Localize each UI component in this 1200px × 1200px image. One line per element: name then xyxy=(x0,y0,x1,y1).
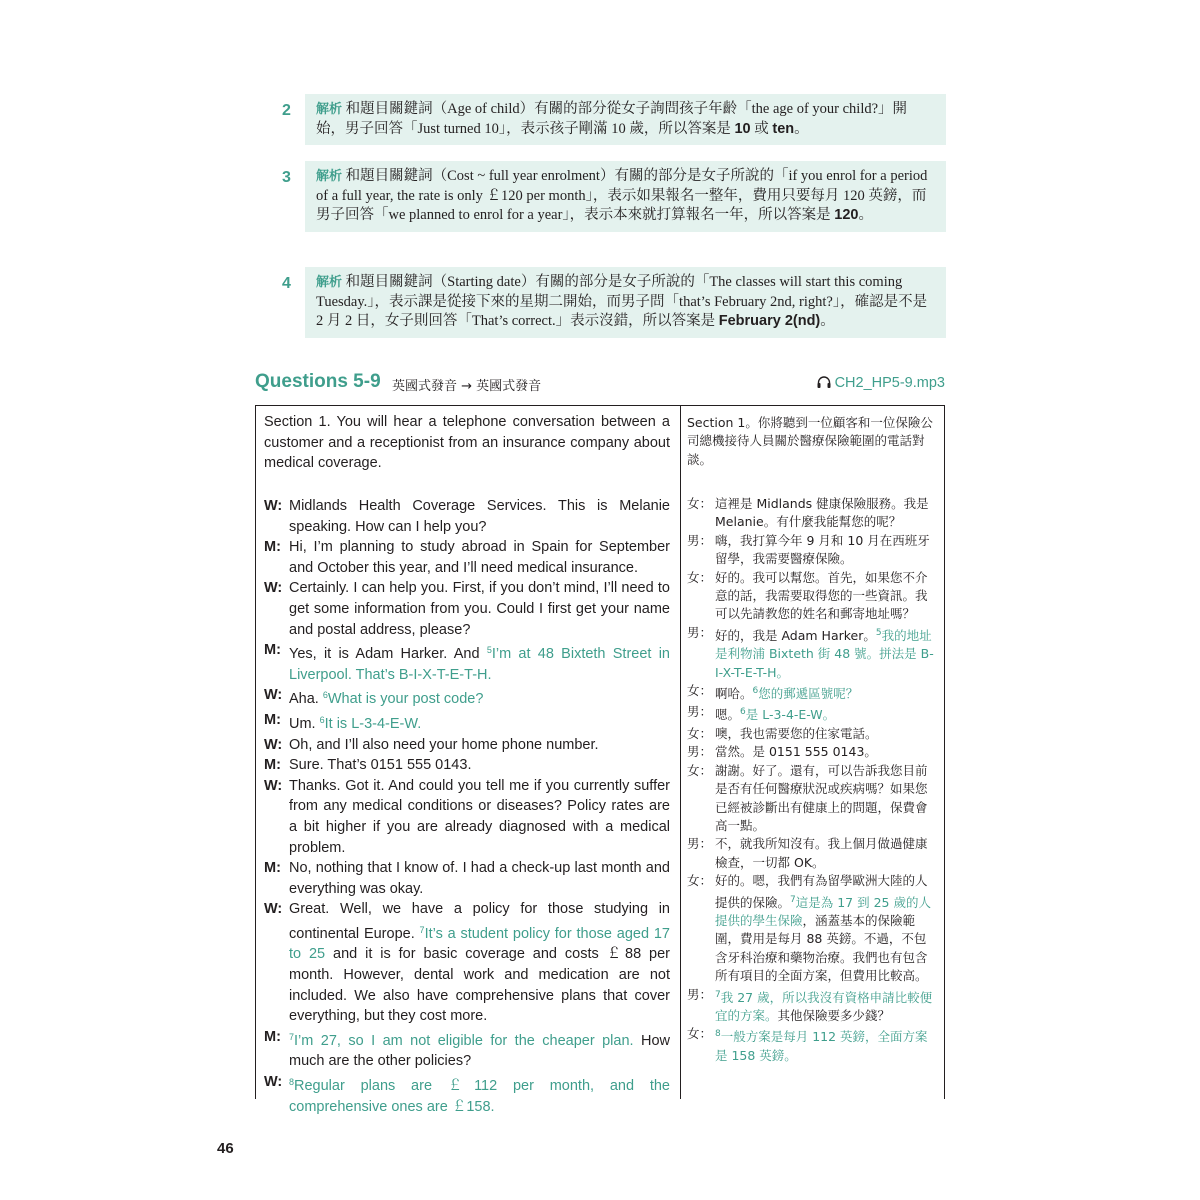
dialogue-text: ，涵蓋基本的保險範圍，費用是每月 88 英鎊。不過，不包含牙科治療和藥物治療。我們也有包含所有項目的全面方案，但費用比較高。 xyxy=(715,912,928,984)
explanation-tag: 解析 xyxy=(316,169,343,184)
dialogue-line xyxy=(264,755,670,776)
dialogue-text: 啊哈。 xyxy=(715,686,753,702)
speaker-label: W: xyxy=(264,1074,283,1091)
dialogue-line xyxy=(264,496,670,537)
dialogue-text: Aha. xyxy=(289,691,323,708)
questions-subtitle: 英國式發音 → 英國式發音 xyxy=(392,379,542,394)
dialogue-text: 當然。是 0151 555 0143。 xyxy=(715,744,877,760)
headphone-icon xyxy=(817,376,831,388)
speaker-label: M: xyxy=(264,539,281,556)
explanation-number: 4 xyxy=(282,275,291,292)
question-ref: 7 xyxy=(715,989,721,1000)
answer: 10 xyxy=(734,120,751,137)
dialogue-text: 謝謝。好了。還有，可以告訴我您目前是否有任何醫療狀況或疾病嗎？如果您已經被診斷出有健康上的問題，保費會高一點。 xyxy=(715,762,928,833)
english-transcript xyxy=(264,496,670,1117)
explanation-text: 。 xyxy=(820,313,835,329)
speaker-label: M: xyxy=(264,860,281,877)
dialogue-line xyxy=(264,776,670,858)
question-ref: 7 xyxy=(289,1031,295,1042)
dialogue-text: 不，就我所知沒有。我上個月做過健康檢查，一切都 OK。 xyxy=(715,836,928,870)
speaker-label: 女： xyxy=(687,1026,713,1042)
dialogue-line xyxy=(687,624,937,682)
explanation-number: 2 xyxy=(282,102,291,119)
answer-highlight: Regular plans are ￡112 per month, and the comprehensive ones are ￡158. xyxy=(289,1078,670,1115)
question-ref: 8 xyxy=(715,1029,721,1040)
question-ref: 6 xyxy=(752,686,759,697)
dialogue-text: and it is for basic coverage and costs ￡88 per month. However, dental work and medication are not included. We also have comprehensive plans that cover everything, but they cost more. xyxy=(289,946,670,1025)
speaker-label: W: xyxy=(264,777,283,794)
explanation-tag: 解析 xyxy=(316,275,343,290)
speaker-label: M: xyxy=(264,711,281,728)
answer-highlight: 我的地址是利物浦 Bixteth 街 48 號。拼法是 B-I-X-T-E-T-H。 xyxy=(715,627,934,680)
explanation-text: 和題目關鍵詞（Age of child）有關的部分從女子詢問孩子年齡「the age of your child?」開始，男子回答「Just turned 10」，表示孩子剛滿 10 歲，所以答案是 xyxy=(316,101,908,137)
speaker-label: 女： xyxy=(687,569,713,585)
dialogue-line xyxy=(264,685,670,710)
answer: 120 xyxy=(834,207,859,223)
explanation-box xyxy=(305,161,946,232)
question-ref: 8 xyxy=(289,1077,295,1088)
speaker-label: 女： xyxy=(687,762,713,778)
dialogue-line xyxy=(687,1025,937,1065)
speaker-label: 男： xyxy=(687,744,713,760)
dialogue-line xyxy=(264,858,670,899)
table-divider xyxy=(680,406,681,1099)
dialogue-line xyxy=(687,835,937,872)
dialogue-line xyxy=(687,762,937,836)
dialogue-text: 嗯。 xyxy=(715,707,741,723)
answer-highlight: It’s a student policy for those aged 17 to 25 xyxy=(289,925,670,963)
speaker-label: 男： xyxy=(687,704,713,720)
explanation-text: 。 xyxy=(858,207,873,223)
speaker-label: W: xyxy=(264,580,283,597)
speaker-label: 男： xyxy=(687,836,713,852)
dialogue-text: Certainly. I can help you. First, if you don’t mind, I’ll need to get some information from you. Could I first get your name and postal address, please? xyxy=(289,580,670,638)
explanation-text: 。 xyxy=(794,120,809,137)
dialogue-line xyxy=(687,682,937,703)
dialogue-line xyxy=(687,703,937,724)
speaker-label: 女： xyxy=(687,496,713,511)
chinese-intro xyxy=(687,414,937,469)
dialogue-text: Great. Well, we have a policy for those studying in continental Europe. xyxy=(289,901,670,942)
question-ref: 7 xyxy=(790,894,796,905)
dialogue-line xyxy=(687,725,937,743)
question-ref: 6 xyxy=(322,690,328,701)
chinese-intro-text: Section 1。你將聽到一位顧客和一位保險公司總機接待人員關於醫療保險範圍的電話對談。 xyxy=(687,415,933,467)
explanation-box xyxy=(305,94,946,145)
english-intro-text: Section 1. You will hear a telephone conversation between a customer and a receptionist from an insurance company about medical coverage. xyxy=(264,414,670,472)
dialogue-text: 這裡是 Midlands 健康保險服務。我是 Melanie。有什麼我能幫您的呢？ xyxy=(715,496,929,530)
answer-highlight: I’m 27, so I am not eligible for the cheaper plan. xyxy=(294,1032,634,1049)
english-intro xyxy=(264,412,670,474)
questions-title: Questions 5-9 xyxy=(255,371,381,392)
dialogue-text: 其他保險要多少錢？ xyxy=(777,1007,891,1023)
dialogue-line xyxy=(687,743,937,761)
dialogue-line xyxy=(264,537,670,578)
questions-header xyxy=(255,371,945,397)
explanation-number: 3 xyxy=(282,169,291,186)
question-ref: 5 xyxy=(486,645,492,656)
dialogue-text: Hi, I’m planning to study abroad in Spain for September and October this year, and I’ll need medical insurance. xyxy=(289,539,670,576)
speaker-label: M: xyxy=(264,642,281,659)
answer-highlight: 您的郵遞區號呢？ xyxy=(758,686,859,702)
speaker-label: 女： xyxy=(687,683,713,699)
speaker-label: 男： xyxy=(687,624,713,640)
audio-track[interactable] xyxy=(817,375,945,391)
dialogue-line xyxy=(687,495,937,532)
page-number: 46 xyxy=(217,1140,234,1157)
answer-highlight: 這是為 17 到 25 歲的人提供的學生保險 xyxy=(715,894,931,928)
answer: February 2(nd) xyxy=(718,313,821,329)
dialogue-text: Oh, and I’ll also need your home phone number. xyxy=(289,736,599,753)
answer-highlight: It is L-3-4-E-W. xyxy=(324,715,422,732)
dialogue-line xyxy=(264,578,670,640)
audio-filename: CH2_HP5-9.mp3 xyxy=(834,375,945,391)
dialogue-line xyxy=(264,735,670,756)
dialogue-text: Yes, it is Adam Harker. And xyxy=(289,646,487,663)
dialogue-text: 好的。嗯，我們有為留學歐洲大陸的人提供的保險。 xyxy=(715,873,928,910)
question-ref: 5 xyxy=(875,627,882,638)
speaker-label: 男： xyxy=(687,532,713,548)
dialogue-line xyxy=(687,569,937,624)
dialogue-line xyxy=(264,1027,670,1072)
speaker-label: W: xyxy=(264,736,283,753)
answer: ten xyxy=(772,120,795,137)
dialogue-line xyxy=(264,710,670,735)
explanation-text: 和題目關鍵詞（Cost ~ full year enrolment）有關的部分是女子所說的「if you enrol for a period of a full year, the rate is only ￡120 per month」，表示如果報名一整年，費用只要每月 120 英鎊，而男子回答「we planned to enrol for a year」，表示本來就打算報名一年，所以答案是 xyxy=(316,168,928,223)
dialogue-text: 好的。我可以幫您。首先，如果您不介意的話，我需要取得您的一些資訊。我可以先請教您的姓名和郵寄地址嗎？ xyxy=(715,569,928,622)
dialogue-text: How much are the other policies? xyxy=(289,1032,670,1070)
answer-highlight: I’m at 48 Bixteth Street in Liverpool. That’s B-I-X-T-E-T-H. xyxy=(289,646,670,683)
dialogue-line xyxy=(264,640,670,685)
table-border-left xyxy=(255,406,256,1099)
explanation-tag: 解析 xyxy=(316,102,343,117)
dialogue-line xyxy=(687,872,937,985)
answer-highlight: What is your post code? xyxy=(327,691,484,708)
speaker-label: 男： xyxy=(687,986,713,1002)
dialogue-line xyxy=(264,899,670,1027)
speaker-label: W: xyxy=(264,498,283,514)
dialogue-line xyxy=(264,1072,670,1117)
explanation-text: 或 xyxy=(750,120,773,137)
dialogue-text: Midlands Health Coverage Services. This is Melanie speaking. How can I help you? xyxy=(289,498,670,535)
speaker-label: 女： xyxy=(687,873,713,889)
speaker-label: W: xyxy=(264,687,283,704)
question-ref: 6 xyxy=(740,707,746,718)
explanation-box xyxy=(305,267,946,338)
question-ref: 7 xyxy=(419,924,425,935)
table-border-right xyxy=(944,406,945,1099)
explanation-text: 和題目關鍵詞（Starting date）有關的部分是女子所說的「The classes will start this coming Tuesday.」，表示課是從接下來的星期二開始，而男子問「that’s February 2nd, right?」，確認是不是 2 月 2 日，女子則回答「That’s correct.」表示沒錯，所以答案是 xyxy=(316,274,928,329)
speaker-label: M: xyxy=(264,757,281,774)
answer-highlight: 一般方案是每月 112 英鎊，全面方案是 158 英鎊。 xyxy=(715,1029,928,1063)
question-ref: 6 xyxy=(319,714,325,725)
answer-highlight: 我 27 歲，所以我沒有資格申請比較便宜的方案。 xyxy=(715,989,933,1023)
answer-highlight: 是 L-3-4-E-W。 xyxy=(745,707,836,723)
dialogue-text: Thanks. Got it. And could you tell me if you currently suffer from any medical conditions or diseases? Policy rates are a bit higher if you are already diagnosed with a medical problem. xyxy=(289,777,670,856)
transcript-table xyxy=(255,405,945,1115)
speaker-label: W: xyxy=(264,901,283,918)
speaker-label: 女： xyxy=(687,725,713,741)
dialogue-line xyxy=(687,532,937,569)
dialogue-text: No, nothing that I know of. I had a check-up last month and everything was okay. xyxy=(289,860,670,897)
dialogue-text: Sure. That’s 0151 555 0143. xyxy=(289,757,472,774)
speaker-label: M: xyxy=(264,1028,281,1045)
dialogue-text: 嗨，我打算今年 9 月和 10 月在西班牙留學，我需要醫療保險。 xyxy=(715,532,930,567)
dialogue-line xyxy=(687,986,937,1026)
dialogue-text: Um. xyxy=(289,715,320,732)
dialogue-text: 噢，我也需要您的住家電話。 xyxy=(715,725,878,741)
dialogue-text: 好的，我是 Adam Harker。 xyxy=(715,627,876,643)
chinese-transcript xyxy=(687,495,937,1065)
